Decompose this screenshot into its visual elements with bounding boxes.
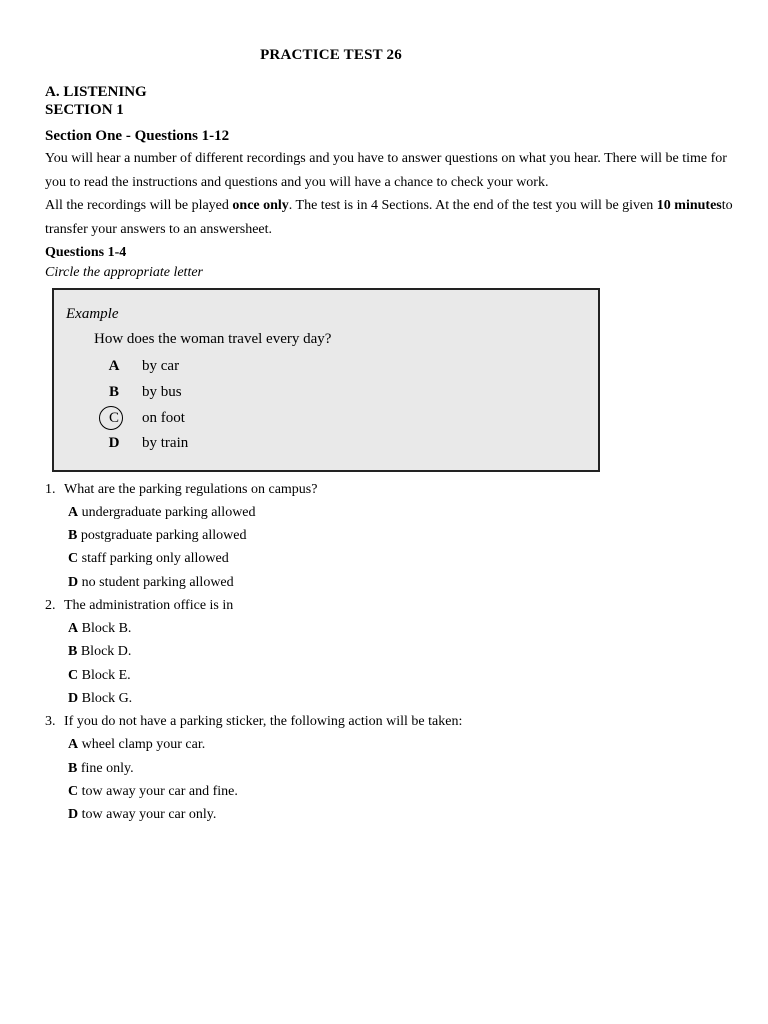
option-text: fine only. [77, 761, 134, 776]
question-2-option-d [68, 690, 132, 708]
question-3-option-d [68, 806, 216, 824]
option-letter: B [68, 644, 78, 659]
example-option-b [94, 384, 394, 404]
question-2-option-a [68, 620, 131, 638]
option-text: postgraduate parking allowed [77, 528, 247, 543]
intro-line-1: You will hear a number of different recordings and you have to answer questions on what you hear. There will be time for you to read the instructions and questions and you will have a chance to check your work. [45, 151, 727, 190]
example-option-d [94, 435, 394, 455]
example-label: Example [66, 306, 119, 322]
section-heading: SECTION 1 [45, 102, 124, 118]
example-option-text: by train [142, 435, 189, 451]
question-3 [45, 713, 462, 731]
option-text: wheel clamp your car. [78, 737, 206, 752]
option-text: tow away your car only. [78, 807, 217, 822]
example-option-letter: B [108, 384, 119, 400]
question-1-option-a [68, 504, 256, 522]
option-letter: A [68, 505, 79, 520]
question-1 [45, 481, 317, 499]
example-option-a [94, 358, 394, 378]
option-text: tow away your car and fine. [78, 784, 238, 799]
option-letter: A [68, 737, 79, 752]
intro-bold-once-only: once only [232, 198, 289, 213]
instruction-text: Circle the appropriate letter [45, 265, 203, 280]
intro-line-2 [45, 198, 733, 237]
option-text: Block D. [77, 644, 132, 659]
question-3-option-b [68, 760, 134, 778]
option-letter: D [68, 575, 79, 590]
option-letter: C [68, 668, 79, 683]
question-2-option-b [68, 643, 131, 661]
option-letter: C [68, 784, 79, 799]
questions-range-heading: Questions 1-4 [45, 245, 127, 260]
question-1-option-b [68, 527, 246, 545]
option-text: Block B. [78, 621, 132, 636]
option-letter: A [68, 621, 79, 636]
question-number: 1. [45, 482, 56, 497]
option-text: undergraduate parking allowed [78, 505, 256, 520]
option-text: Block E. [78, 668, 131, 683]
question-1-option-c [68, 550, 229, 568]
part-heading: A. LISTENING [45, 84, 147, 100]
example-option-letter: A [108, 358, 120, 374]
question-text: If you do not have a parking sticker, the following action will be taken: [64, 714, 463, 729]
option-letter: D [68, 691, 79, 706]
example-option-text: by car [142, 358, 180, 374]
option-text: Block G. [78, 691, 133, 706]
example-option-c [94, 410, 394, 430]
option-letter: B [68, 528, 78, 543]
option-letter: B [68, 761, 78, 776]
question-number: 2. [45, 598, 56, 613]
question-2 [45, 597, 233, 615]
option-letter: D [68, 807, 79, 822]
page-title: PRACTICE TEST 26 [260, 47, 402, 63]
question-3-option-a [68, 736, 205, 754]
intro-bold-ten-minutes: 10 minutes [656, 198, 722, 213]
example-option-letter: D [108, 435, 120, 451]
example-option-text: by bus [142, 384, 182, 400]
intro-text-part: . The test is in 4 Sections. At the end of the test you will be given [288, 198, 657, 213]
example-question: How does the woman travel every day? [94, 331, 332, 347]
intro-text-part: All the recordings will be played [45, 198, 233, 213]
intro-text-part: to transfer your answers to an answersheet. [45, 198, 733, 237]
example-option-letter: C [108, 410, 119, 426]
example-box [52, 288, 600, 472]
section-questions-heading: Section One - Questions 1-12 [45, 128, 230, 144]
question-3-option-c [68, 783, 238, 801]
question-number: 3. [45, 714, 56, 729]
example-option-text: on foot [142, 410, 185, 426]
option-letter: C [68, 551, 79, 566]
question-1-option-d [68, 574, 234, 592]
question-text: What are the parking regulations on campus? [64, 482, 318, 497]
intro-paragraph [45, 147, 735, 241]
question-2-option-c [68, 667, 131, 685]
question-text: The administration office is in [64, 598, 234, 613]
option-text: staff parking only allowed [78, 551, 229, 566]
option-text: no student parking allowed [78, 575, 234, 590]
